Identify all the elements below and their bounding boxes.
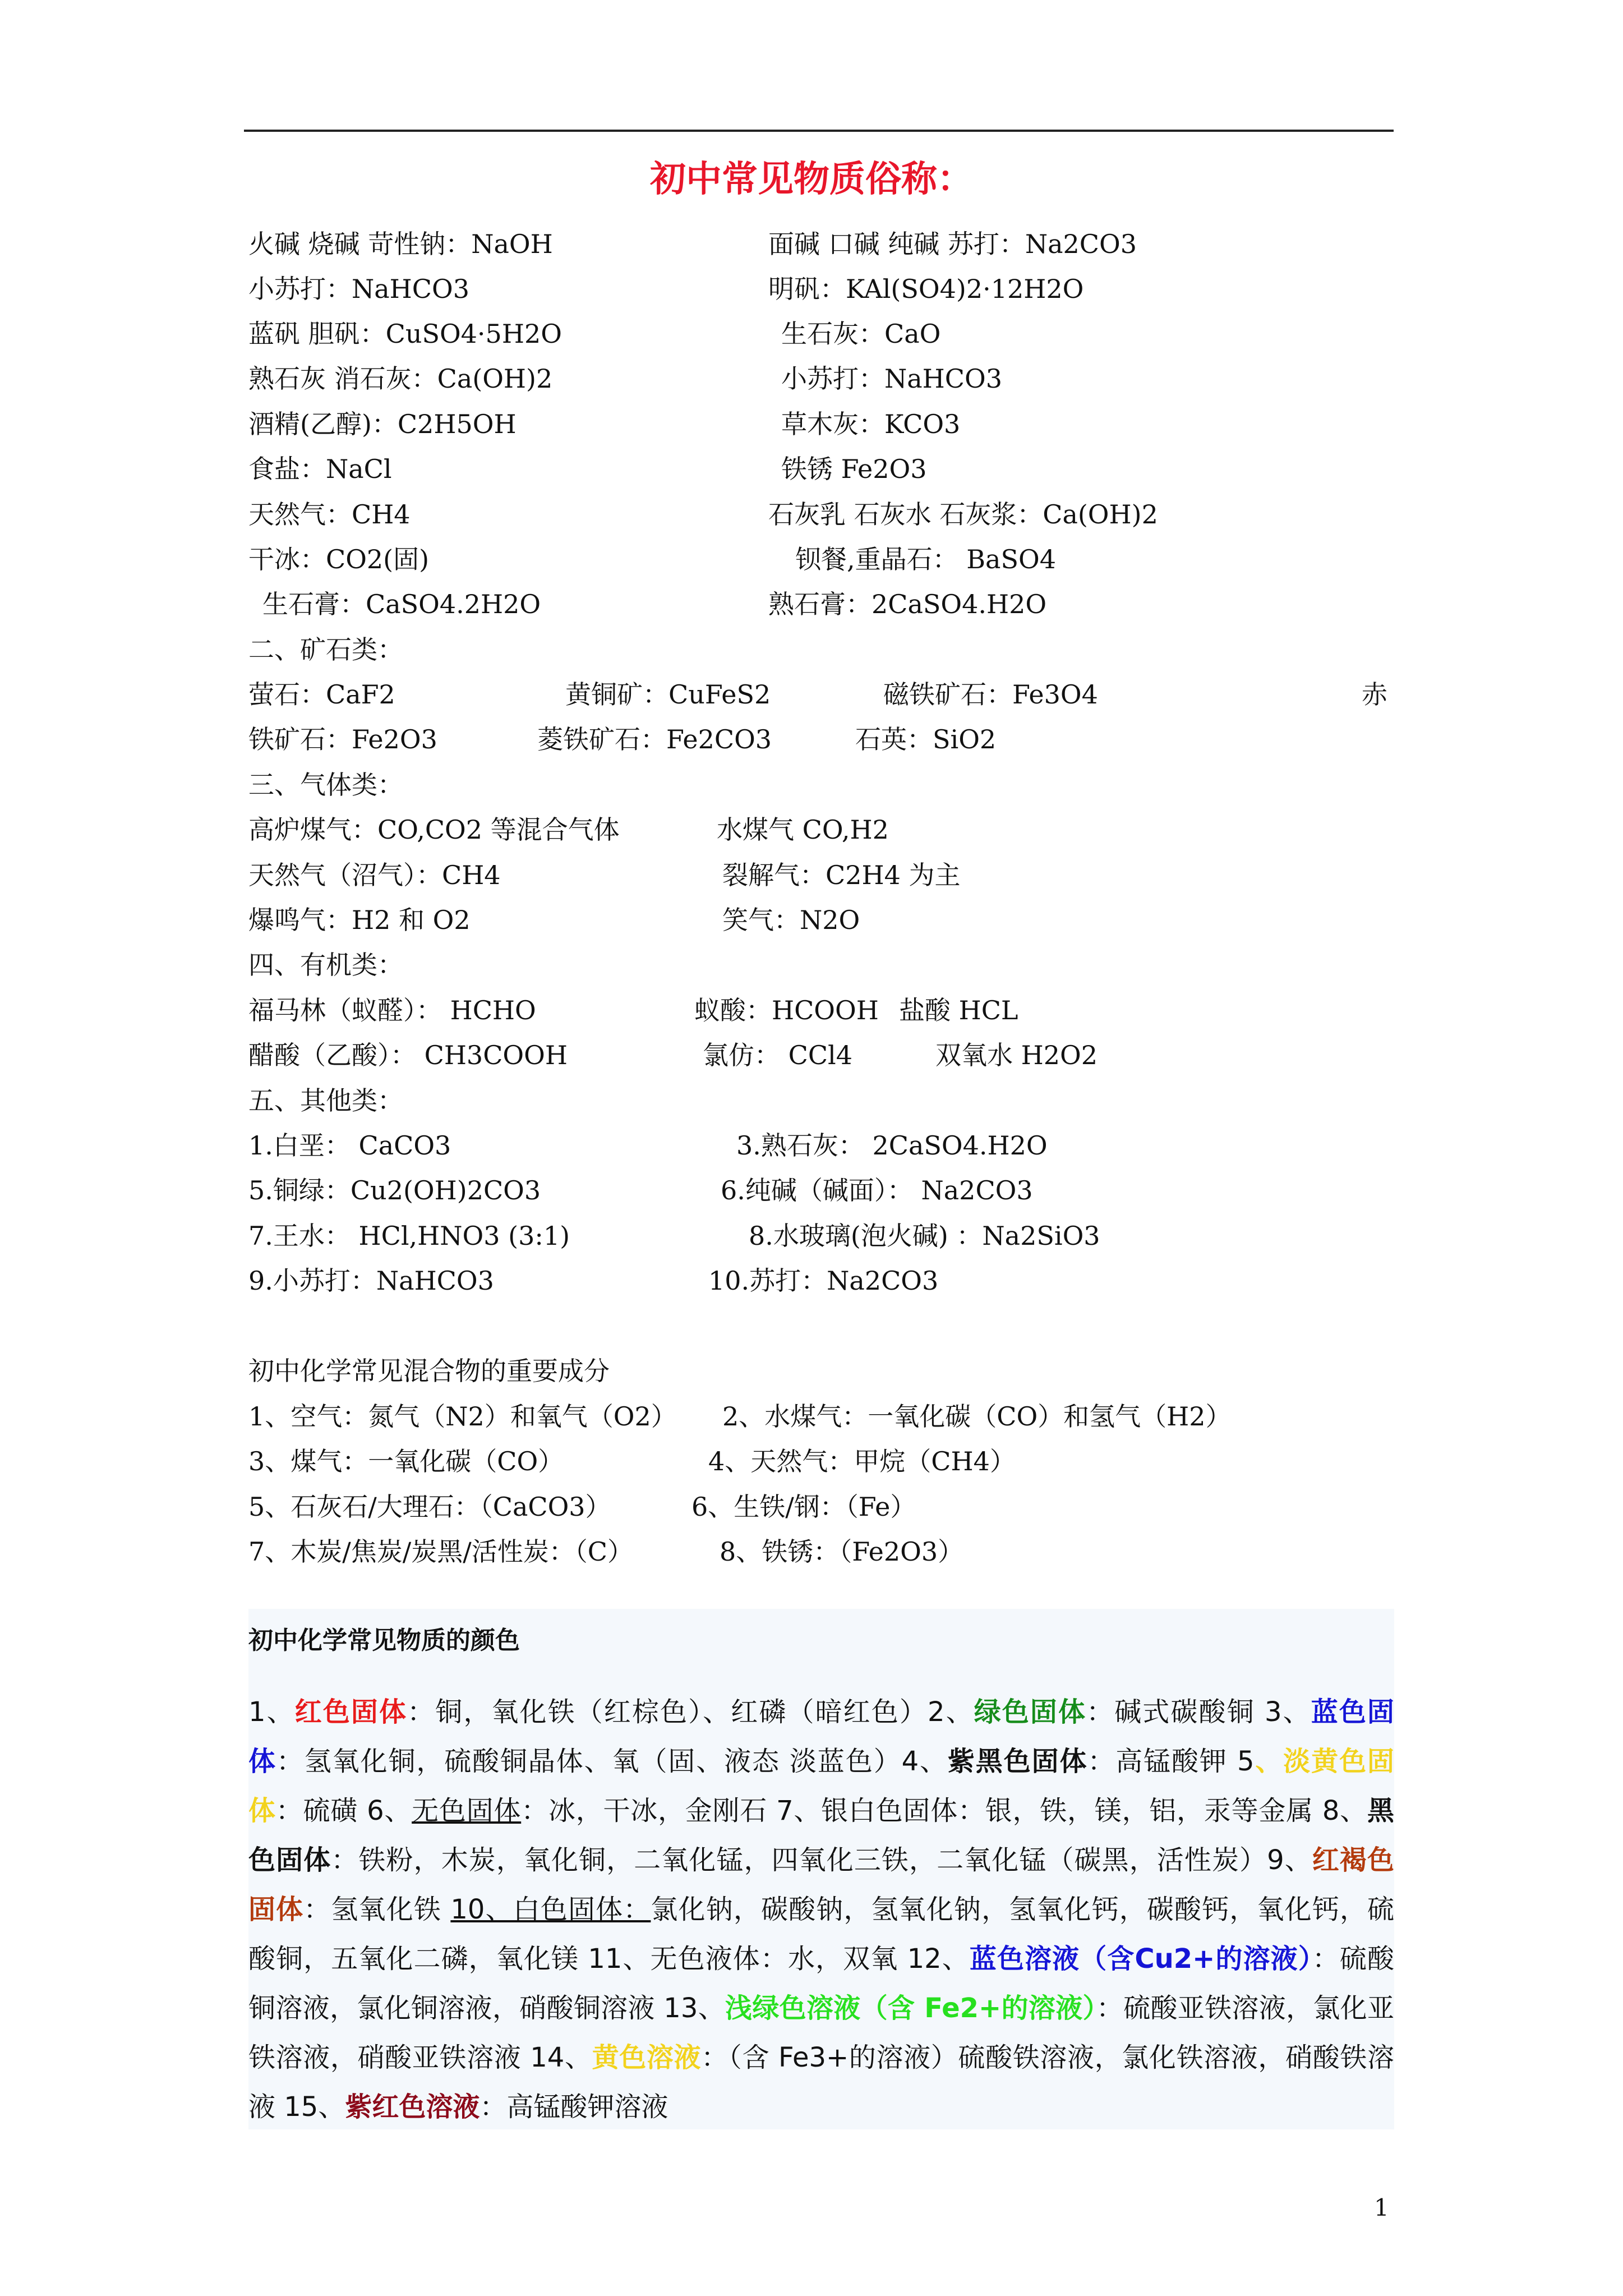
color-label-blue-solution: 蓝色溶液（含Cu2+的溶液） xyxy=(969,1943,1312,1975)
section-heading-mixtures: 初中化学常见混合物的重要成分 xyxy=(248,1356,610,1386)
section-heading-minerals: 二、矿石类： xyxy=(248,634,403,665)
color-text: 氯化钠，碳酸钠，氢氧化钠，氢氧化钙，碳酸钙，氧化钙，硫酸铜，五氧化二磷，氧化镁 11、无色液体：水，双氧 12、 xyxy=(248,1894,1394,1975)
other-item: 6.纯碱（碱面）： Na2CO3 xyxy=(721,1175,1033,1205)
mixture-item: 6、生铁/钢：（Fe） xyxy=(691,1492,916,1522)
common-name-right: 草木灰：KCO3 xyxy=(781,409,961,439)
color-label-pale-yellow-solid: 、淡黄色固体 xyxy=(248,1746,1394,1826)
section-heading-organics: 四、有机类： xyxy=(248,950,403,980)
color-label-green-solid: 绿色固体 xyxy=(974,1696,1087,1728)
common-name-left: 天然气：CH4 xyxy=(248,499,411,530)
mixture-item: 1、空气：氮气（N2）和氧气（O2） xyxy=(248,1401,677,1432)
common-name-right: 钡餐,重晶石： BaSO4 xyxy=(795,544,1056,574)
mixture-item: 8、铁锈：（Fe2O3） xyxy=(720,1536,964,1567)
gas-item: 水煤气 CO,H2 xyxy=(717,815,889,845)
color-text: ：（含 Fe3+的溶液）硫酸铁溶液，氯化铁溶液，硝酸铁溶液 15、 xyxy=(248,2042,1394,2123)
color-text: ：碱式碳酸铜 3、 xyxy=(1086,1696,1311,1728)
common-name-right: 石灰乳 石灰水 石灰浆：Ca(OH)2 xyxy=(768,499,1158,530)
section-heading-gases: 三、气体类： xyxy=(248,770,403,800)
common-name-left: 酒精(乙醇)：C2H5OH xyxy=(248,409,517,439)
organic-item: 双氧水 H2O2 xyxy=(935,1040,1098,1070)
mineral-item: 石英：SiO2 xyxy=(855,724,997,754)
color-label-red-solid: 红色固体 xyxy=(294,1696,408,1728)
common-name-right: 明矾：KAl(SO4)2·12H2O xyxy=(768,274,1084,304)
header-rule xyxy=(244,130,1394,132)
color-text: ：铜，氧化铁（红棕色）、红磷（暗红色）2、 xyxy=(407,1696,974,1728)
mineral-item: 萤石：CaF2 xyxy=(248,679,395,710)
common-name-left: 生石膏：CaSO4.2H2O xyxy=(262,589,541,619)
common-name-left: 熟石灰 消石灰：Ca(OH)2 xyxy=(248,364,553,394)
color-label-white-solid: 10、白色固体： xyxy=(450,1894,651,1925)
color-text: ：硫酸铜溶液，氯化铜溶液，硝酸铜溶液 13、 xyxy=(248,1943,1394,2024)
colors-heading: 初中化学常见物质的颜色 xyxy=(248,1626,520,1655)
color-text: ：冰，干冰，金刚石 7、银白色固体：银，铁，镁，铝，汞等金属 8、 xyxy=(521,1795,1367,1826)
mineral-item: 黄铜矿：CuFeS2 xyxy=(565,679,771,710)
mixture-item: 3、煤气：一氧化碳（CO） xyxy=(248,1446,564,1476)
page-number: 1 xyxy=(1374,2194,1389,2221)
gas-item: 高炉煤气：CO,CO2 等混合气体 xyxy=(248,815,620,845)
colors-paragraph xyxy=(248,1687,1394,2132)
organic-item: 福马林（蚁醛）： HCHO xyxy=(248,995,536,1025)
organic-item: 蚁酸：HCOOH xyxy=(694,995,879,1025)
gas-item: 天然气（沼气）：CH4 xyxy=(248,860,501,890)
color-label-blue-solid: 蓝色固体 xyxy=(248,1696,1394,1777)
color-text: ：硫酸亚铁溶液，氯化亚铁溶液，硝酸亚铁溶液 14、 xyxy=(248,1993,1394,2073)
common-name-right: 熟石膏：2CaSO4.H2O xyxy=(768,589,1047,619)
color-label-purple-black-solid: 紫黑色固体 xyxy=(947,1746,1088,1777)
gas-item: 爆鸣气：H2 和 O2 xyxy=(248,905,471,935)
page-title: 初中常见物质俗称： xyxy=(650,159,973,200)
other-item: 3.熟石灰： 2CaSO4.H2O xyxy=(736,1130,1048,1161)
mineral-item: 铁矿石：Fe2O3 xyxy=(248,724,437,754)
color-text: ：高锰酸钾溶液 xyxy=(479,2091,668,2123)
mineral-item: 磁铁矿石：Fe3O4 xyxy=(883,679,1098,710)
colors-section xyxy=(248,1609,1394,2129)
other-item: 7.王水： HCl,HNO3 (3:1) xyxy=(248,1221,570,1251)
common-name-right: 铁锈 Fe2O3 xyxy=(781,454,927,484)
common-name-left: 食盐：NaCl xyxy=(248,454,392,484)
common-name-left: 蓝矾 胆矾：CuSO4·5H2O xyxy=(248,319,562,349)
color-text: ：高锰酸钾 5 xyxy=(1087,1746,1255,1777)
mineral-item: 赤 xyxy=(1362,679,1387,710)
other-item: 8.水玻璃(泡火碱) ：Na2SiO3 xyxy=(749,1221,1100,1251)
common-name-right: 面碱 口碱 纯碱 苏打：Na2CO3 xyxy=(768,229,1137,259)
mixture-item: 2、水煤气：一氧化碳（CO）和氢气（H2） xyxy=(722,1401,1232,1432)
mixture-item: 4、天然气：甲烷（CH4） xyxy=(708,1446,1016,1476)
common-name-right: 生石灰：CaO xyxy=(781,319,941,349)
color-label-red-brown-solid: 红褐色固体 xyxy=(248,1844,1394,1925)
gas-item: 裂解气：C2H4 为主 xyxy=(722,860,961,890)
common-name-left: 火碱 烧碱 苛性钠：NaOH xyxy=(248,229,553,259)
organic-item: 盐酸 HCL xyxy=(899,995,1018,1025)
other-item: 10.苏打：Na2CO3 xyxy=(708,1266,939,1296)
color-label-black-solid: 黑色固体 xyxy=(248,1795,1394,1876)
mixture-item: 5、石灰石/大理石：（CaCO3） xyxy=(248,1492,611,1522)
color-text: ：硫磺 6、 xyxy=(275,1795,412,1826)
color-label-yellow-solution: 黄色溶液 xyxy=(592,2042,702,2073)
gas-item: 笑气：N2O xyxy=(722,905,860,935)
organic-item: 醋酸（乙酸）： CH3COOH xyxy=(248,1040,568,1070)
organic-item: 氯仿： CCl4 xyxy=(703,1040,852,1070)
mixture-item: 7、木炭/焦炭/炭黑/活性炭：（C） xyxy=(248,1536,633,1567)
color-label-purple-red-solution: 紫红色溶液 xyxy=(345,2091,480,2123)
other-item: 5.铜绿：Cu2(OH)2CO3 xyxy=(248,1175,541,1205)
mineral-item: 菱铁矿石：Fe2CO3 xyxy=(537,724,772,754)
color-text: ：氢氧化铁 xyxy=(303,1894,451,1925)
color-label-light-green-solution: 浅绿色溶液（含 Fe2+的溶液） xyxy=(725,1993,1096,2024)
section-heading-others: 五、其他类： xyxy=(248,1085,403,1116)
other-item: 1.白垩： CaCO3 xyxy=(248,1130,451,1161)
color-text: ：氢氧化铜，硫酸铜晶体、氧（固、液态 淡蓝色）4、 xyxy=(276,1746,948,1777)
common-name-left: 干冰：CO2(固) xyxy=(248,544,430,574)
color-label-colorless-solid: 无色固体 xyxy=(412,1795,522,1826)
color-text: 1、 xyxy=(248,1696,295,1728)
common-name-left: 小苏打：NaHCO3 xyxy=(248,274,469,304)
common-name-right: 小苏打：NaHCO3 xyxy=(781,364,1002,394)
color-text: ：铁粉，木炭，氧化铜，二氧化锰，四氧化三铁，二氧化锰（碳黑，活性炭）9、 xyxy=(331,1844,1312,1876)
other-item: 9.小苏打：NaHCO3 xyxy=(248,1266,494,1296)
